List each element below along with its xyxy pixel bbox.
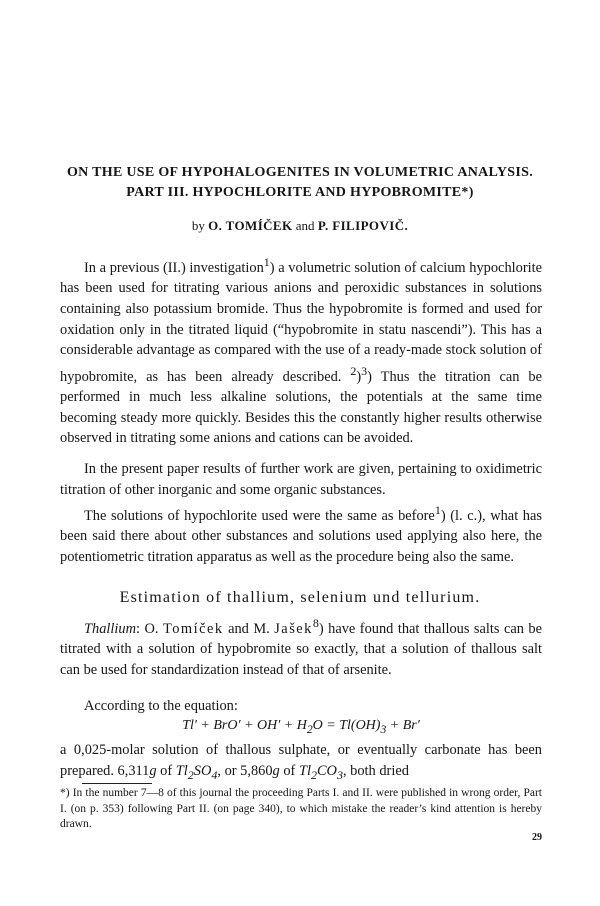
footnote: *) In the number 7—8 of this journal the proceeding Parts I. and II. were published in wrong order, Part I. (on p. 353) following Part II. (on page 340), to which mistake the reader’s kind attention is hereby drawn. <box>60 787 542 831</box>
paragraph-thallous-solution <box>60 740 542 785</box>
equation-sub-2: 3 <box>380 722 387 736</box>
p1-text-d: ) Thus the titration can be performed in much less alkaline solutions, the potentials at the same time becoming steady more quickly. Besides this the constantly higher results otherwise observed in titrating some anions and cations can be avoided. <box>60 368 542 447</box>
footnote-ref-8: 8 <box>312 616 319 630</box>
p4-text-a: : O. <box>135 620 163 637</box>
footnote-divider <box>82 783 152 784</box>
formula-sub-2a: 2 <box>310 767 317 782</box>
equation-sub-1: 2 <box>306 722 313 736</box>
paragraph-3 <box>60 500 542 568</box>
paragraph-2: In the present paper results of further work are given, pertaining to oxidimetric titration of other inorganic and some organic substances. <box>60 461 542 498</box>
by-word: by <box>191 218 205 233</box>
p3-text-a: The solutions of hypochlorite used were the same as before <box>84 507 435 524</box>
footnote-ref-2: 2 <box>350 363 357 378</box>
section-heading: Estimation of thallium, selenium und tellurium. <box>119 589 481 606</box>
formula-tl-1: Tl <box>175 762 188 779</box>
formula-so: SO <box>193 762 212 779</box>
formula-tl-2: Tl <box>298 762 311 779</box>
p1-text-c: ) <box>356 368 362 385</box>
title-line-1: ON THE USE OF HYPOHALOGENITES IN VOLUMETRIC ANALYSIS. <box>66 165 534 180</box>
paragraph-thallium <box>60 613 542 681</box>
footnote-ref-1: 1 <box>263 255 270 269</box>
equation-part-3: + Br′ <box>386 718 420 733</box>
formula-co: CO <box>316 762 337 779</box>
page-number: 29 <box>532 832 542 843</box>
formula-tl2co3 <box>298 762 343 782</box>
p1-text-b: ) a volumetric solution of calcium hypochlorite has been used for titrating various anions and peroxidic substances in solutions containing also potassium bromide. Thus the hypobromite is formed and used for oxidation only in the titrated liquid (“hypobromite in statu nascendi”). This has a considerable advantage as compared with the use of a ready-made stock solution of hypobromite, as has been already described. <box>60 259 543 385</box>
author-1: O. TOMÍČEK <box>208 218 293 233</box>
equation-part-2: O = Tl(OH) <box>312 718 381 733</box>
p3-text-b: ) (l. c.), what has been said there about other substances and solutions used applying also here, the potentiometric titration apparatus as well as the procedure being also the same. <box>60 507 542 565</box>
unit-g-1: g <box>149 762 157 779</box>
equation-part-1: Tl′ + BrO′ + OH′ + H <box>182 718 307 733</box>
p1-text-a: In a previous (II.) investigation <box>84 259 264 276</box>
authors-line <box>40 218 560 234</box>
chemical-equation <box>60 718 542 736</box>
p4-text-c: ) have found that thallous salts can be titrated with a solution of hypobromite so exactly, that a solution of thallous salt can be used for standardization instead of that of arsenite. <box>60 620 543 678</box>
p4-text-b: and M. <box>223 620 275 637</box>
unit-g-2: g <box>272 762 280 779</box>
author-name-jasek: Jašek <box>274 620 313 637</box>
formula-sub-2b: 3 <box>336 767 343 782</box>
footnote-ref-4: 1 <box>434 503 441 517</box>
p6-text-e: , both dried <box>342 762 409 779</box>
formula-tl2so4 <box>175 762 218 782</box>
title-line-2: PART III. HYPOCHLORITE AND HYPOBROMITE*) <box>126 185 474 200</box>
p6-text-c: , or 5,860 <box>217 762 273 779</box>
author-name-tomicek: Tomíček <box>162 620 224 637</box>
p6-text-d: of <box>279 762 299 779</box>
formula-sub-1a: 2 <box>187 767 194 782</box>
thallium-label: Thallium <box>84 620 136 637</box>
author-2: P. FILIPOVIČ. <box>317 218 409 233</box>
and-word: and <box>295 218 315 233</box>
p6-text-b: of <box>156 762 176 779</box>
p6-text-a: a 0,025-molar solution of thallous sulphate, or eventually carbonate has been prepared. 6,311 <box>60 742 542 779</box>
paragraph-equation-intro: According to the equation: <box>84 698 238 714</box>
paragraph-1 <box>60 252 542 449</box>
footnote-ref-3: 3 <box>361 363 368 378</box>
formula-sub-1b: 4 <box>211 767 218 782</box>
